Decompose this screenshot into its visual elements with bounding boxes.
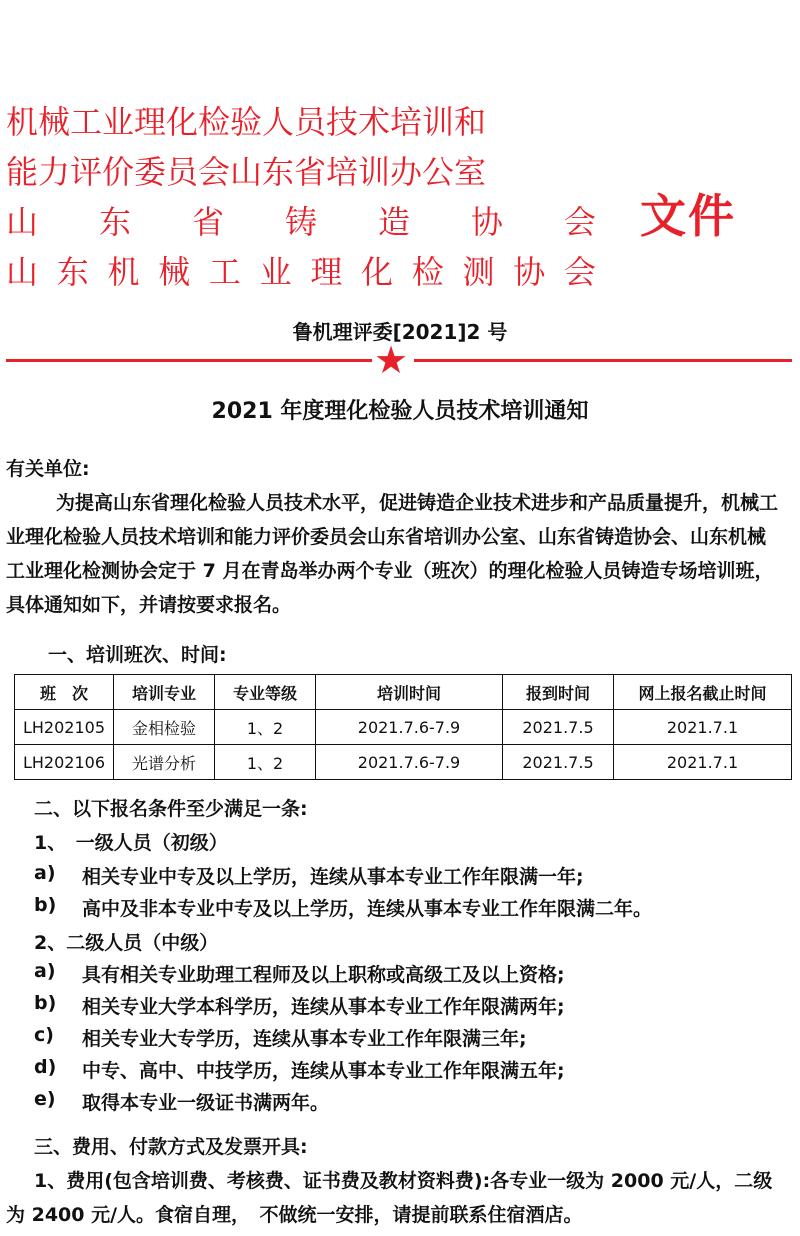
fee-line-1: 1、费用(包含培训费、考核费、证书费及教材资料费):各专业一级为 2000 元/人，二级 [34, 1170, 773, 1192]
item-marker: d) [34, 1056, 57, 1078]
table-cell: 2021.7.1 [614, 745, 792, 780]
item-text: 相关专业大学本科学历，连续从事本专业工作年限满两年; [82, 996, 565, 1018]
intro-line-1: 为提高山东省理化检验人员技术水平，促进铸造企业技术进步和产品质量提升，机械工 [56, 492, 779, 514]
table-cell: 2021.7.6-7.9 [316, 745, 503, 780]
star-icon: ★ [374, 338, 409, 382]
wenjian-label: 文件 [640, 189, 736, 243]
intro-line-2: 业理化检验人员技术培训和能力评价委员会山东省培训办公室、山东省铸造协会、山东机械 [6, 526, 767, 548]
item-text: 中专、高中、中技学历，连续从事本专业工作年限满五年; [82, 1060, 565, 1082]
section-2-heading: 二、以下报名条件至少满足一条: [34, 798, 308, 820]
col-header: 培训专业 [114, 675, 215, 710]
level-1-heading: 1、 一级人员（初级） [34, 832, 228, 854]
table-cell: LH202106 [15, 745, 114, 780]
level-1-item-a [34, 862, 584, 888]
schedule-table [14, 674, 792, 780]
level-2-item-a [34, 960, 565, 986]
org-line-2: 能力评价委员会山东省培训办公室 [6, 153, 487, 191]
level-2-item-b [34, 992, 565, 1018]
col-header: 班 次 [15, 675, 114, 710]
col-header: 培训时间 [316, 675, 503, 710]
table-cell: 1、2 [215, 745, 316, 780]
salutation: 有关单位: [6, 458, 90, 480]
intro-line-4: 具体通知如下，并请按要求报名。 [6, 594, 292, 616]
level-2-item-e [34, 1088, 330, 1114]
document-number: 鲁机理评委[2021]2 号 [292, 320, 508, 344]
table-row [15, 745, 792, 780]
col-header: 网上报名截止时间 [614, 675, 792, 710]
item-text: 高中及非本专业中专及以上学历，连续从事本专业工作年限满二年。 [82, 898, 653, 920]
page-title: 2021 年度理化检验人员技术培训通知 [211, 399, 589, 424]
table-cell: 2021.7.5 [503, 745, 614, 780]
item-marker: a) [34, 862, 56, 884]
table-cell: 光谱分析 [114, 745, 215, 780]
level-2-item-c [34, 1024, 527, 1050]
org-line-3: 山 东 省 铸 造 协 会 [6, 203, 596, 241]
org-line-1: 机械工业理化检验人员技术培训和 [6, 103, 487, 141]
table-cell: 1、2 [215, 710, 316, 745]
item-marker: b) [34, 992, 57, 1014]
table-header-row [15, 675, 792, 710]
item-marker: b) [34, 894, 57, 916]
level-2-heading: 2、二级人员（中级） [34, 932, 219, 954]
table-cell: 2021.7.6-7.9 [316, 710, 503, 745]
org-line-4: 山 东 机 械 工 业 理 化 检 测 协 会 [6, 253, 596, 291]
red-divider-left [6, 359, 372, 362]
intro-line-3: 工业理化检测协会定于 7 月在青岛举办两个专业（班次）的理化检验人员铸造专场培训班， [6, 560, 774, 582]
table-cell: 2021.7.1 [614, 710, 792, 745]
section-1-heading: 一、培训班次、时间: [48, 644, 227, 666]
item-text: 相关专业大专学历，连续从事本专业工作年限满三年; [82, 1028, 527, 1050]
level-1-item-b [34, 894, 653, 920]
table-cell: LH202105 [15, 710, 114, 745]
table-cell: 金相检验 [114, 710, 215, 745]
fee-line-2: 为 2400 元/人。食宿自理， 不做统一安排，请提前联系住宿酒店。 [6, 1204, 583, 1226]
section-3-heading: 三、费用、付款方式及发票开具: [34, 1136, 308, 1158]
col-header: 报到时间 [503, 675, 614, 710]
table-cell: 2021.7.5 [503, 710, 614, 745]
red-divider-right [414, 359, 792, 362]
table-row [15, 710, 792, 745]
item-marker: c) [34, 1024, 54, 1046]
item-text: 取得本专业一级证书满两年。 [82, 1092, 330, 1114]
level-2-item-d [34, 1056, 565, 1082]
item-text: 相关专业中专及以上学历，连续从事本专业工作年限满一年; [82, 866, 584, 888]
col-header: 专业等级 [215, 675, 316, 710]
item-marker: e) [34, 1088, 56, 1110]
item-marker: a) [34, 960, 56, 982]
item-text: 具有相关专业助理工程师及以上职称或高级工及以上资格; [82, 964, 565, 986]
